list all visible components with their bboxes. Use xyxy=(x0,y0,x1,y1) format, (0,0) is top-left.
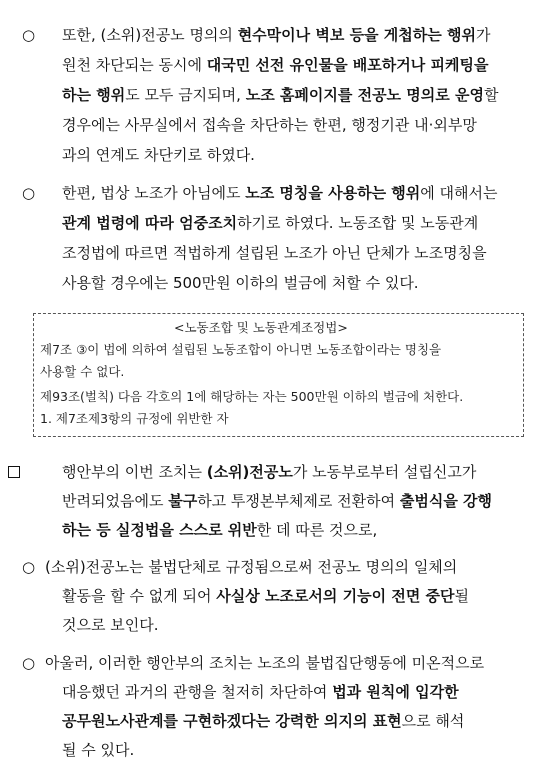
circle-bullet-icon: ○ xyxy=(22,654,36,672)
p2-line-3 xyxy=(62,243,487,263)
p3-text: 행안부의 이번 조치는 xyxy=(62,463,207,481)
p2-line-4 xyxy=(62,273,419,293)
p1-text: 또한, (소위)전공노 명의의 xyxy=(62,26,238,44)
p4-line-1 xyxy=(45,557,457,577)
p1-line-3 xyxy=(62,85,498,105)
p4-bold: 사실상 노조로서의 기능이 전면 중단 xyxy=(216,587,455,605)
p4-text: 활동을 할 수 없게 되어 xyxy=(62,587,217,605)
p5-line-3 xyxy=(62,711,464,731)
p1-line-5 xyxy=(62,145,255,165)
circle-bullet-icon: ○ xyxy=(22,558,36,576)
p3-line-3 xyxy=(62,520,377,540)
p5-text: 아울러, 이러한 행안부의 조치는 노조의 불법집단행동에 미온적으로 xyxy=(45,654,485,672)
law-box-line-3: 제93조(벌칙) 다음 각호의 1에 해당하는 자는 500만원 이하의 벌금에 처한다. xyxy=(40,389,464,404)
p2-line-1 xyxy=(62,183,498,203)
p3-bold: 출범식을 강행 xyxy=(399,492,493,510)
p3-text: 하고 투쟁본부체제로 전환하여 xyxy=(197,492,400,510)
p2-text: 조정법에 따르면 적법하게 설립된 노조가 아닌 단체가 노조명칭을 xyxy=(62,244,487,262)
p4-text: (소위)전공노는 불법단체로 규정됨으로써 전공노 명의의 일체의 xyxy=(45,558,458,576)
p1-line-1 xyxy=(62,25,490,45)
p1-text: 과의 연계도 차단키로 하였다. xyxy=(62,146,255,164)
p1-text: 원천 차단되는 동시에 xyxy=(62,56,207,74)
law-box-line-1: 제7조 ③이 법에 의하여 설립된 노동조합이 아니면 노동조합이라는 명칭을 xyxy=(40,342,442,357)
p5-text: 으로 해석 xyxy=(401,712,465,730)
law-box-title: <노동조합 및 노동관계조정법> xyxy=(174,320,348,335)
p1-bold: 노조 홈페이지를 전공노 명의로 운영 xyxy=(245,86,484,104)
p3-text: 반려되었음에도 xyxy=(62,492,169,510)
circle-bullet-icon: ○ xyxy=(22,184,36,202)
p1-bold: 현수막이나 벽보 등을 게첩하는 행위 xyxy=(237,26,476,44)
p1-line-2 xyxy=(62,55,488,75)
p1-line-4 xyxy=(62,115,477,135)
p1-bold: 하는 행위 xyxy=(62,86,126,104)
p2-text: 사용할 경우에는 500만원 이하의 벌금에 처할 수 있다. xyxy=(62,274,419,292)
p3-text: 가 노동부로부터 설립신고가 xyxy=(292,463,477,481)
p3-line-1 xyxy=(62,462,476,482)
p5-line-1 xyxy=(45,653,484,673)
p4-text: 것으로 보인다. xyxy=(62,616,159,634)
p5-line-2 xyxy=(62,682,459,702)
p3-text: 한 데 따른 것으로, xyxy=(256,521,378,539)
p1-bold: 대국민 선전 유인물을 배포하거나 피케팅을 xyxy=(206,56,489,74)
circle-bullet-icon: ○ xyxy=(22,26,36,44)
law-box-line-4: 1. 제7조제3항의 규정에 위반한 자 xyxy=(40,411,229,426)
p3-bold: (소위)전공노 xyxy=(206,463,293,481)
p2-bold: 노조 명칭을 사용하는 행위 xyxy=(245,184,421,202)
square-bullet-icon xyxy=(8,466,20,478)
p1-text: 가 xyxy=(475,26,491,44)
p5-text: 될 수 있다. xyxy=(62,741,135,759)
p2-bold: 관계 법령에 따라 엄중조치 xyxy=(62,214,238,232)
law-excerpt-box xyxy=(33,313,524,437)
p3-bold: 불구 xyxy=(168,492,198,510)
p3-line-2 xyxy=(62,491,492,511)
p2-text: 한편, 법상 노조가 아님에도 xyxy=(62,184,246,202)
law-box-line-2: 사용할 수 없다. xyxy=(40,364,125,379)
p3-bold: 하는 등 실정법을 스스로 위반 xyxy=(62,521,257,539)
p2-text: 하기로 하였다. 노동조합 및 노동관계 xyxy=(237,214,479,232)
p5-text: 대응했던 과거의 관행을 철저히 차단하여 xyxy=(62,683,333,701)
p1-text: 경우에는 사무실에서 접속을 차단하는 한편, 행정기관 내·외부망 xyxy=(62,116,477,134)
p5-line-4 xyxy=(62,740,134,760)
p5-bold: 공무원노사관계를 구현하겠다는 강력한 의지의 표현 xyxy=(62,712,402,730)
p1-text: 할 xyxy=(483,86,499,104)
p4-line-2 xyxy=(62,586,469,606)
p2-text: 에 대해서는 xyxy=(420,184,498,202)
p4-line-3 xyxy=(62,615,158,635)
p2-line-2 xyxy=(62,213,478,233)
p4-text: 될 xyxy=(454,587,470,605)
p1-text: 도 모두 금지되며, xyxy=(125,86,246,104)
p5-bold: 법과 원칙에 입각한 xyxy=(332,683,459,701)
